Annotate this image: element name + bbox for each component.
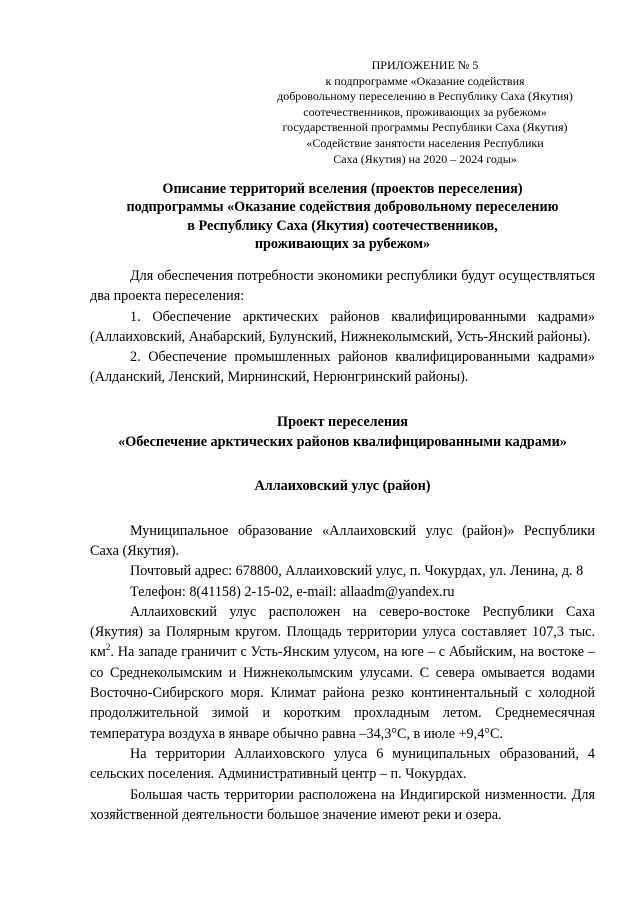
appendix-header — [250, 58, 600, 167]
title-line: подпрограммы «Оказание содействия добровольному переселению — [126, 199, 559, 216]
address-paragraph: Почтовый адрес: 678800, Аллаиховский улус, п. Чокурдах, ул. Ленина, д. 8 — [130, 563, 584, 580]
project-title-line: Проект переселения — [277, 413, 408, 430]
description-text: . На западе граничит с Усть-Янским улусом, на юге – с Абыйским, на востоке – со Среднеколымским и Нижнеколымским улусами. С севера омывается водами Восточно-Сибирского моря. Климат района резко континентальный с холодной продолжительной зимой и коротким прохладным летом. Среднемесячная температура воздуха в январе обычно равна –34,3°С, в июле +9,4°С. — [90, 644, 595, 742]
appendix-line: к подпрограмме «Оказание содействия — [325, 73, 525, 88]
project-title-line: «Обеспечение арктических районов квалифицированными кадрами» — [118, 434, 567, 451]
appendix-line: «Содействие занятости населения Республики — [306, 135, 544, 150]
appendix-line: Саха (Якутия) на 2020 – 2024 годы» — [333, 151, 517, 166]
appendix-line: добровольному переселению в Республику Саха (Якутия) — [277, 89, 573, 104]
intro-item-2: 2. Обеспечение промышленных районов квалифицированными кадрами» (Алданский, Ленский, Мирнинский, Нерюнгринский районы). — [90, 349, 595, 386]
district-heading: Аллаиховский улус (район) — [254, 478, 431, 495]
intro-item-1: 1. Обеспечение арктических районов квалифицированными кадрами» (Аллаиховский, Анабарский, Булунский, Нижнеколымский, Усть-Янский районы). — [90, 308, 595, 345]
title-line: Описание территорий вселения (проектов переселения) — [162, 181, 523, 197]
appendix-number: ПРИЛОЖЕНИЕ № 5 — [371, 58, 479, 72]
appendix-line: соотечественников, проживающих за рубежом» — [303, 104, 547, 119]
intro-paragraph: Для обеспечения потребности экономики республики будут осуществляться два проекта переселения: — [90, 268, 595, 305]
description-paragraph — [90, 602, 595, 744]
lowland-paragraph: Большая часть территории расположена на Индигирской низменности. Для хозяйственной деятельности большое значение имеют реки и озера. — [90, 786, 595, 823]
phone-paragraph: Телефон: 8(41158) 2-15-02, e-mail: allaadm@yandex.ru — [130, 583, 455, 600]
project-heading — [90, 412, 595, 453]
superscript: 2 — [105, 641, 111, 652]
title-line: в Республику Саха (Якутия) соотечественников, — [187, 217, 498, 234]
municipality-paragraph: Муниципальное образование «Аллаиховский улус (район)» Республики Саха (Якутия). — [90, 522, 595, 559]
municipal-paragraph: На территории Аллаиховского улуса 6 муниципальных образований, 4 сельских поселения. Административный центр – п. Чокурдах. — [90, 745, 595, 783]
document-title — [60, 180, 625, 254]
appendix-line: государственной программы Республики Саха (Якутия) — [282, 120, 568, 135]
description-text: Аллаиховский улус расположен на северо-востоке Республики Саха (Якутия) за Полярным кругом. Площадь территории улуса составляет 107,3 тыс. км — [90, 603, 595, 661]
title-line: проживающих за рубежом» — [254, 236, 431, 253]
document-body — [90, 266, 595, 825]
